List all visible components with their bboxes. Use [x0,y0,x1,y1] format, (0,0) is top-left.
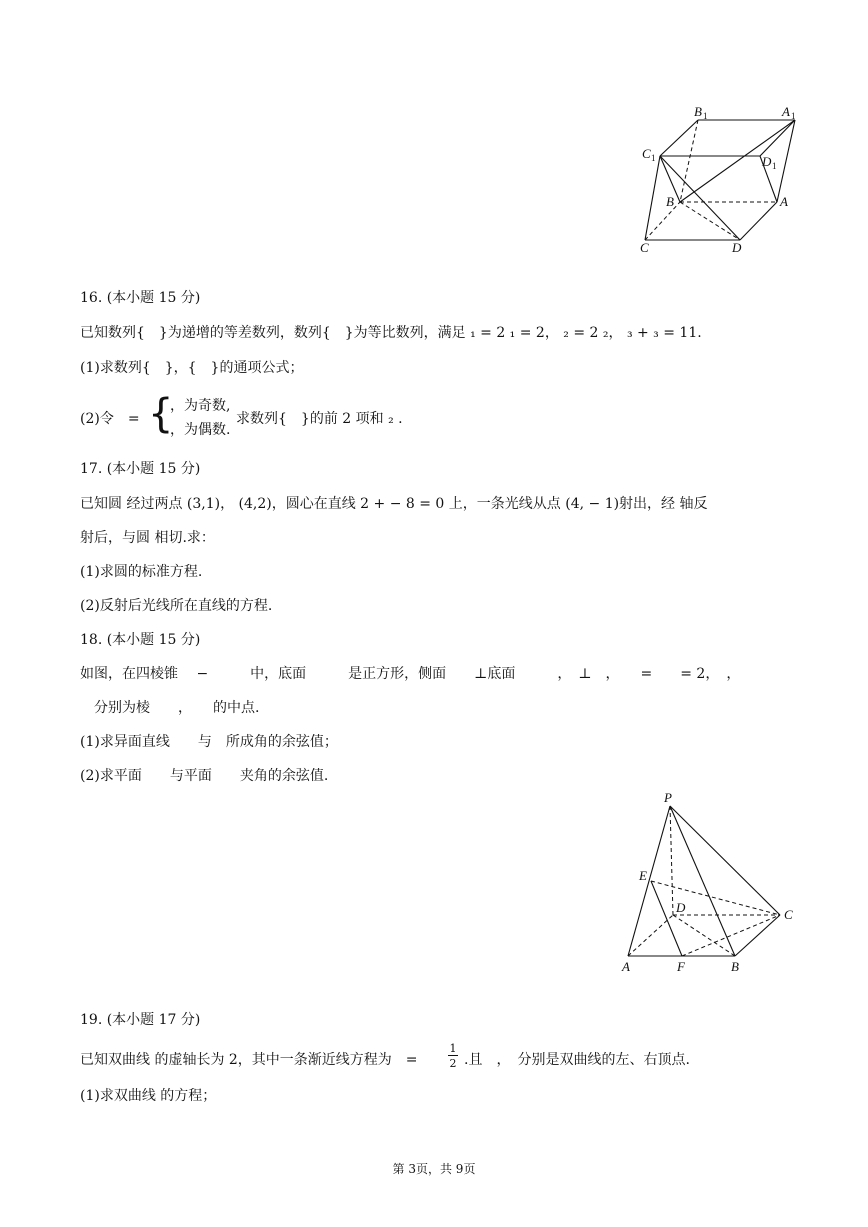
svg-text:1: 1 [791,111,796,121]
label-C: C [640,240,649,255]
q16-line3-suffix: 求数列{ }的前 2 项和 ₂ . [236,411,403,427]
label-F: F [677,959,685,974]
fraction-denominator: 2 [449,1057,457,1070]
page-footer: 第 3页，共 9页 [392,1162,476,1176]
q17-line2: 射后，与圆 相切.求： [80,530,215,546]
q16-header: 16. (本小题 15 分) [80,290,201,306]
svg-text:1: 1 [651,153,656,163]
q19-header: 19. (本小题 17 分) [80,1012,201,1028]
label-C: C [784,907,793,922]
label-D: D [732,240,742,255]
label-A: A [622,959,630,974]
q16-line1: 已知数列{ }为递增的等差数列，数列{ }为等比数列，满足 ₁ = 2 ₁ = 2， ₂ = 2 ₂， ₃ + ₃ = 11. [80,325,702,341]
q18-line1: 如图，在四棱锥 − 中，底面 是正方形，侧面 ⊥底面 ， ⊥ ， = = 2， ， [80,666,741,682]
label-D: D [676,900,686,915]
q18-line3: (1)求异面直线 与 所成角的余弦值； [80,734,338,750]
q16-case-odd: ，为奇数, [170,398,231,414]
label-C1: C [642,146,651,161]
label-B: B [731,959,739,974]
q18-line4: (2)求平面 与平面 夹角的余弦值. [80,768,329,784]
q16-case-even: ，为偶数. [170,422,231,438]
label-B1: B [694,104,702,119]
label-A1: A [782,104,790,119]
fraction-numerator: 1 [449,1042,457,1055]
piecewise-brace: { [148,391,174,437]
svg-text:1: 1 [703,111,708,121]
q19-line1-a: 已知双曲线 的虚轴长为 2，其中一条渐近线方程为 = [80,1052,418,1068]
q17-line3: (1)求圆的标准方程. [80,564,203,580]
prism-figure [630,100,810,260]
q18-header: 18. (本小题 15 分) [80,632,201,648]
label-E: E [639,868,647,883]
label-A: A [780,194,788,209]
q17-header: 17. (本小题 15 分) [80,461,201,477]
q19-line1-b: .且 ， 分别是双曲线的左、右顶点. [464,1052,690,1068]
label-D1: D [762,154,772,169]
label-B: B [666,194,674,209]
pyramid-figure [615,788,805,980]
svg-text:1: 1 [772,161,777,171]
q19-line2: (1)求双曲线 的方程； [80,1088,217,1104]
q18-line2: 分别为棱 ， 的中点. [80,700,260,716]
q16-line3-prefix: (2)令 = [80,411,140,427]
q17-line4: (2)反射后光线所在直线的方程. [80,598,273,614]
q17-line1: 已知圆 经过两点 (3,1)， (4,2)，圆心在直线 2 + − 8 = 0 上，一条光线从点 (4, − 1)射出，经 轴反 [80,496,708,512]
label-P: P [664,790,672,805]
q16-line2: (1)求数列{ }，{ }的通项公式； [80,360,304,376]
